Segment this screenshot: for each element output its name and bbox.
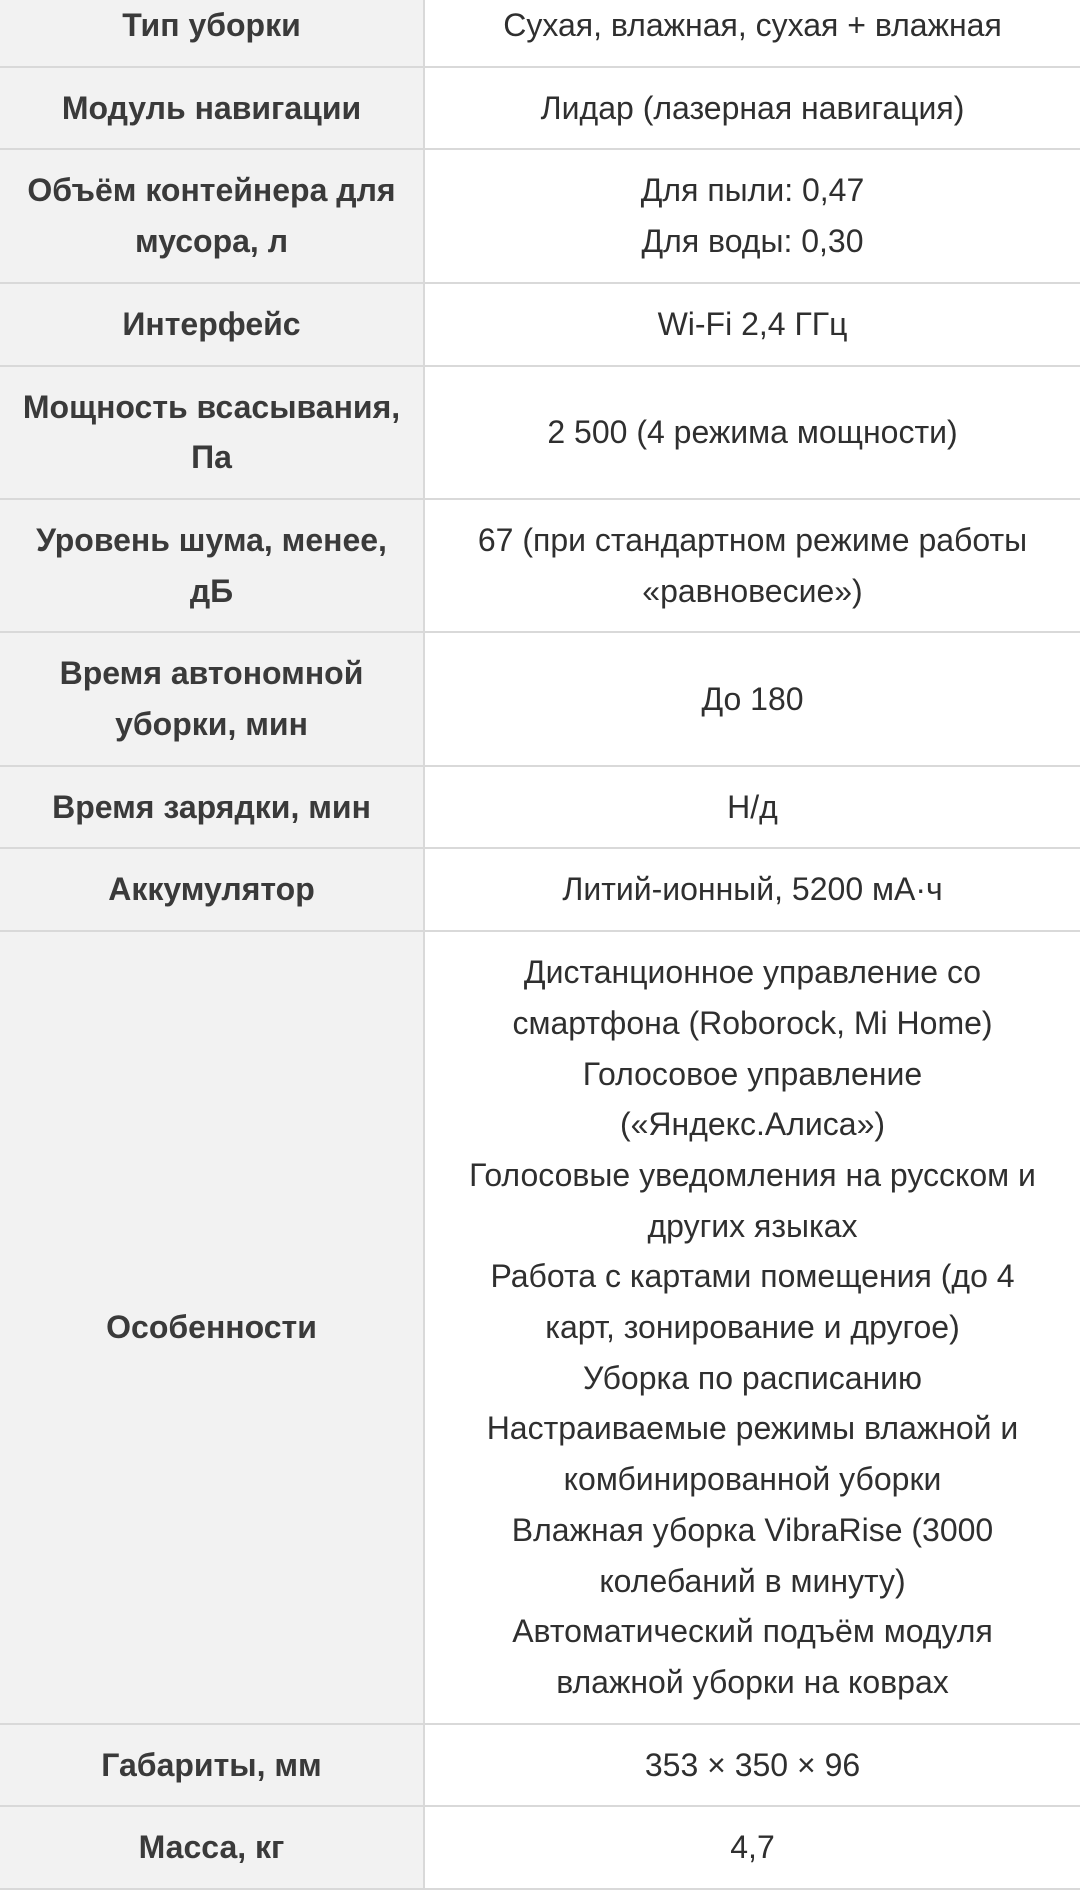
table-row bbox=[0, 283, 1080, 366]
row-value-cleaning-type: Сухая, влажная, сухая + влажная bbox=[424, 0, 1080, 67]
row-label-navigation: Модуль навигации bbox=[0, 67, 424, 150]
row-label-noise: Уровень шума, менее, дБ bbox=[0, 499, 424, 632]
table-row bbox=[0, 67, 1080, 150]
table-row bbox=[0, 766, 1080, 849]
row-label-charge-time: Время зарядки, мин bbox=[0, 766, 424, 849]
table-row bbox=[0, 499, 1080, 632]
row-value-dimensions: 353 × 350 × 96 bbox=[424, 1724, 1080, 1807]
row-label-features: Особенности bbox=[0, 931, 424, 1724]
table-row bbox=[0, 1724, 1080, 1807]
row-label-weight: Масса, кг bbox=[0, 1806, 424, 1889]
row-value-container: Для пыли: 0,47 Для воды: 0,30 bbox=[424, 149, 1080, 282]
table-row bbox=[0, 0, 1080, 67]
table-row bbox=[0, 848, 1080, 931]
row-value-runtime: До 180 bbox=[424, 632, 1080, 765]
row-value-suction: 2 500 (4 режима мощности) bbox=[424, 366, 1080, 499]
table-row bbox=[0, 149, 1080, 282]
row-value-charge-time: Н/д bbox=[424, 766, 1080, 849]
table-row bbox=[0, 366, 1080, 499]
table-row bbox=[0, 632, 1080, 765]
row-value-interface: Wi-Fi 2,4 ГГц bbox=[424, 283, 1080, 366]
row-value-battery: Литий-ионный, 5200 мА·ч bbox=[424, 848, 1080, 931]
row-label-runtime: Время автономной уборки, мин bbox=[0, 632, 424, 765]
row-label-cleaning-type: Тип уборки bbox=[0, 0, 424, 67]
row-value-noise: 67 (при стандартном режиме работы «равновесие») bbox=[424, 499, 1080, 632]
row-label-container: Объём контейнера для мусора, л bbox=[0, 149, 424, 282]
row-value-navigation: Лидар (лазерная навигация) bbox=[424, 67, 1080, 150]
row-label-dimensions: Габариты, мм bbox=[0, 1724, 424, 1807]
row-label-suction: Мощность всасывания, Па bbox=[0, 366, 424, 499]
table-row bbox=[0, 1806, 1080, 1889]
row-value-features: Дистанционное управление со смартфона (Roborock, Mi Home) Голосовое управление («Яндекс.Алиса») Голосовые уведомления на русском и других языках Работа с картами помещения (до 4 карт, зонирование и другое) Уборка по расписанию Настраиваемые режимы влажной и комбинированной уборки Влажная уборка VibraRise (3000 колебаний в минуту) Автоматический подъём модуля влажной уборки на коврах bbox=[424, 931, 1080, 1724]
row-value-weight: 4,7 bbox=[424, 1806, 1080, 1889]
row-label-interface: Интерфейс bbox=[0, 283, 424, 366]
table-row bbox=[0, 931, 1080, 1724]
row-label-battery: Аккумулятор bbox=[0, 848, 424, 931]
